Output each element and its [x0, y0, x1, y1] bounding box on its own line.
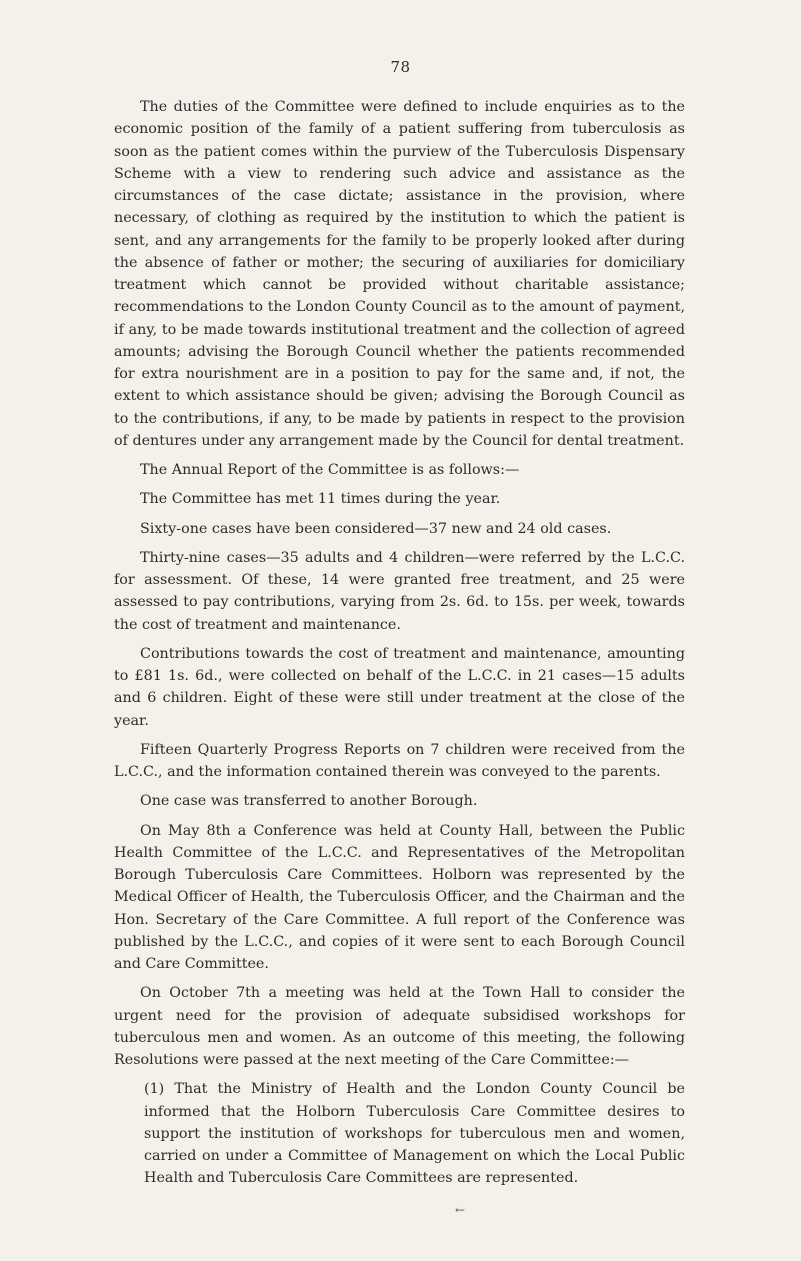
paragraph-progress-reports: Fifteen Quarterly Progress Reports on 7 children were received from the L.C.C., and the information contained therein was conveyed to the parents. — [114, 741, 685, 780]
paragraph-cases-considered: Sixty-one cases have been considered—37 new and 24 old cases. — [140, 520, 612, 537]
paragraph-conference: On May 8th a Conference was held at County Hall, between the Public Health Committee of the L.C.C. and Representatives of the Metropolitan Borough Tuberculosis Care Committees. Holborn was represented by the Medical Officer of Health, the Tuberculosis Officer, and the Chairman and the Hon. Secretary of the Care Committee. A full report of the Conference was published by the L.C.C., and copies of it were sent to each Borough Council and Care Committee. — [114, 822, 685, 972]
paragraph-committee-duties: The duties of the Committee were defined to include enquiries as to the economic position of the family of a patient suffering from tuberculosis as soon as the patient comes within the purview of the Tuberculosis Dispensary Scheme with a view to rendering such advice and assistance as the circumstances of the case dictate; assistance in the provision, where necessary, of clothing as required by the institution to which the patient is sent, and any arrangements for the family to be properly looked after during the absence of father or mother; the securing of auxiliaries for domiciliary treatment which cannot be provided without charitable assistance; recommendations to the London County Council as to the amount of payment, if any, to be made towards institutional treatment and the collection of agreed amounts; advising the Borough Council whether the patients recommended for extra nourishment are in a position to pay for the same and, if not, the extent to which assistance should be given; advising the Borough Council as to the contributions, if any, to be made by patients in respect to the provision of dentures under any arrangement made by the Council for dental treatment. — [114, 99, 685, 449]
resolution-1: (1) That the Ministry of Health and the London County Council be informed that the Holborn Tuberculosis Care Committee desires to support the institution of workshops for tuberculous men and women, carried on under a Committee of Management on which the Local Public Health and Tuberculosis Care Committees are represented. — [144, 1081, 685, 1187]
paragraph-october-meeting: On October 7th a meeting was held at the Town Hall to consider the urgent need for the provision of adequate subsidised workshops for tuberculous men and women. As an outcome of this meeting, the following Resolutions were passed at the next meeting of the Care Committee:— — [114, 985, 685, 1068]
paragraph-transfer: One case was transferred to another Borough. — [140, 793, 478, 810]
paragraph-annual-report-intro: The Annual Report of the Committee is as follows:— — [140, 462, 520, 478]
paragraph-meetings: The Committee has met 11 times during the year. — [140, 491, 501, 508]
arrow-icon: ← — [455, 1203, 466, 1217]
page-number: 78 — [390, 58, 411, 76]
paragraph-lcc-referrals: Thirty-nine cases—35 adults and 4 children—were referred by the L.C.C. for assessment. Of these, 14 were granted free treatment, and 25 were assessed to pay contributions, varying from 2s. 6d. to 15s. per week, towards the cost of treatment and maintenance. — [114, 549, 685, 633]
body-text — [114, 96, 685, 1197]
paragraph-contributions: Contributions towards the cost of treatment and maintenance, amounting to £81 1s. 6d., were collected on behalf of the L.C.C. in 21 cases—15 adults and 6 children. Eight of these were still under treatment at the close of the year. — [114, 645, 685, 729]
